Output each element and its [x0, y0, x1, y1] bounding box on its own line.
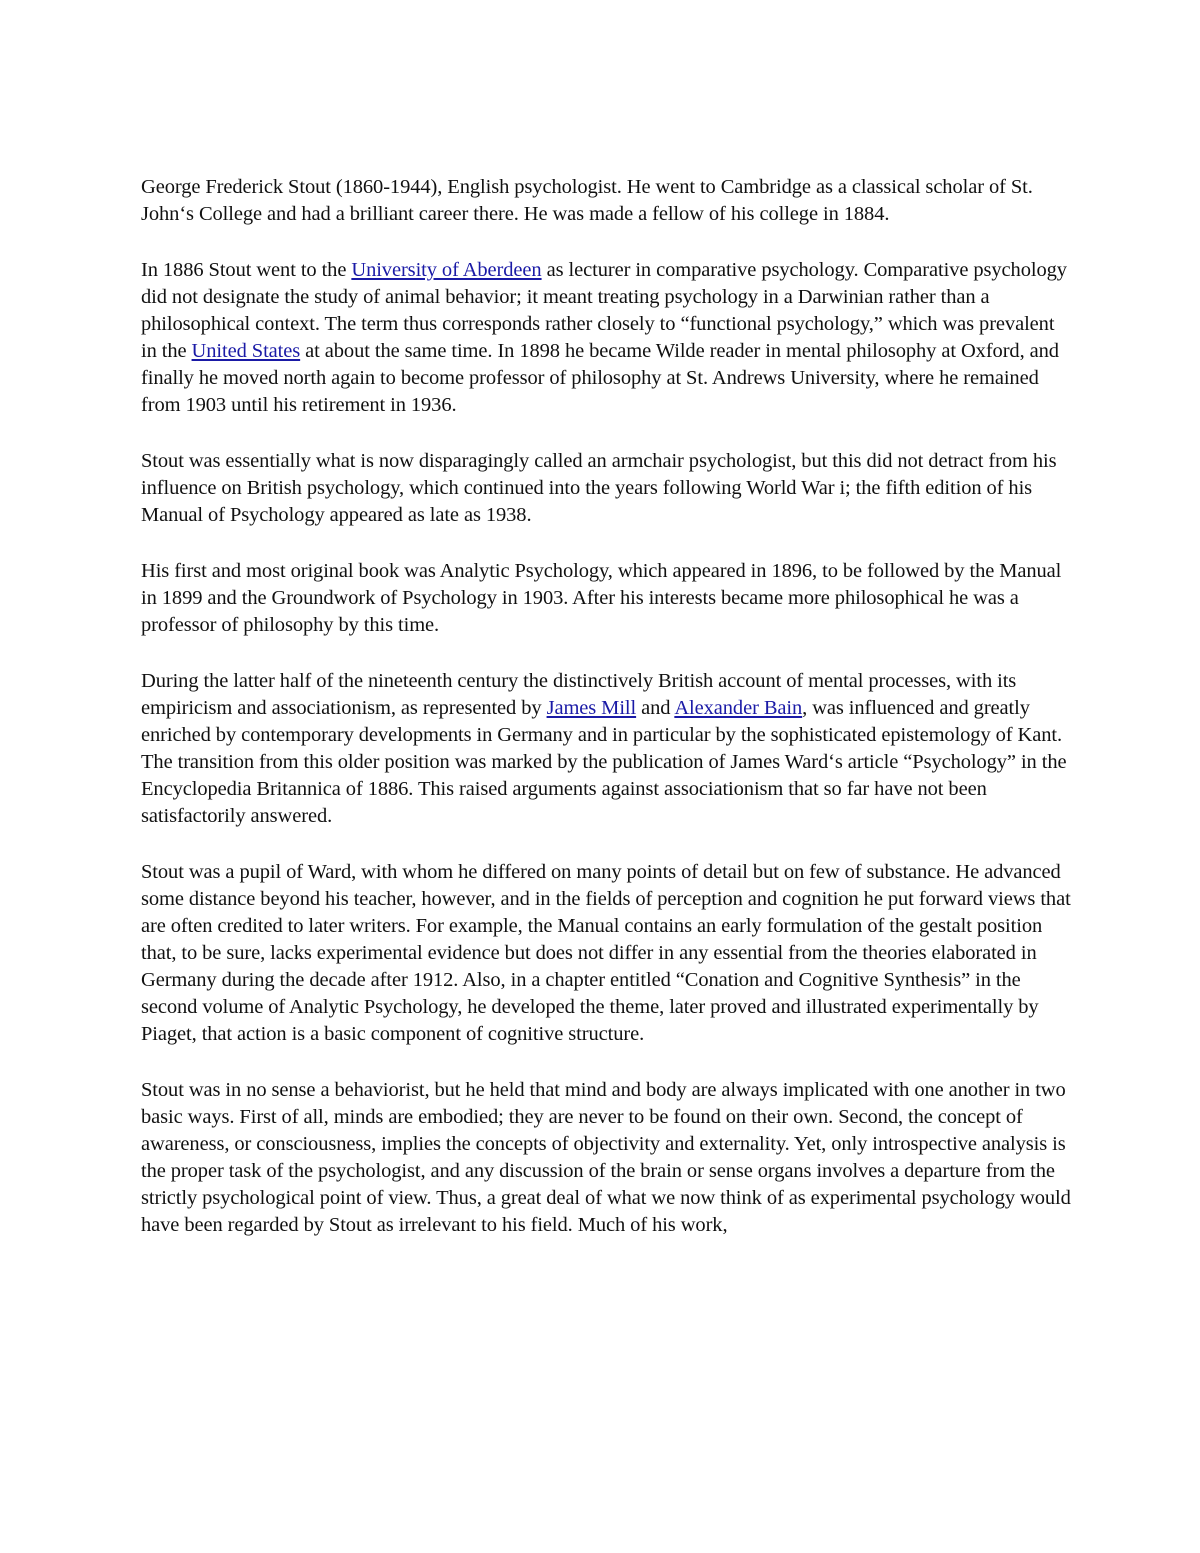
paragraph-books: [141, 558, 1071, 639]
paragraph-text: His first and most original book was Analytic Psychology, which appeared in 1896, to be followed by the Manual in 1899 and the Groundwork of Psychology in 1903. After his interests became more philosophical he was a professor of philosophy by this time.: [141, 560, 1062, 636]
paragraph-text: , was influenced and greatly enriched by contemporary developments in Germany and in particular by the sophisticated epistemology of Kant. The transition from this older position was marked by the publication of James Ward‘s article “Psychology” in the Encyclopedia Britannica of 1886. This raised arguments against associationism that so far have not been satisfactorily answered.: [141, 697, 1067, 827]
paragraph-text: During the latter half of the nineteenth century the distinctively British account of mental processes, with its empiricism and associationism, as represented by: [141, 670, 1017, 719]
link-james-mill[interactable]: James Mill: [546, 697, 637, 719]
link-alexander-bain[interactable]: Alexander Bain: [674, 697, 803, 719]
paragraph-text: Stout was in no sense a behaviorist, but he held that mind and body are always implicated with one another in two basic ways. First of all, minds are embodied; they are never to be found on their own. Second, the concept of awareness, or consciousness, implies the concepts of objectivity and externality. Yet, only introspective analysis is the proper task of the psychologist, and any discussion of the brain or sense organs involves a departure from the strictly psychological point of view. Thus, a great deal of what we now think of as experimental psychology would have been regarded by Stout as irrelevant to his field. Much of his work,: [141, 1079, 1071, 1236]
paragraph-british-account: [141, 668, 1071, 830]
paragraph-mind-body: [141, 1077, 1071, 1239]
paragraph-text: In 1886 Stout went to the: [141, 259, 352, 281]
paragraph-text: Stout was essentially what is now disparagingly called an armchair psychologist, but this did not detract from his influence on British psychology, which continued into the years following World War i; the fifth edition of his Manual of Psychology appeared as late as 1938.: [141, 450, 1057, 526]
paragraph-text: and: [636, 697, 675, 719]
paragraph-text: at about the same time. In 1898 he became Wilde reader in mental philosophy at Oxford, and finally he moved north again to become professor of philosophy at St. Andrews University, where he remained from 1903 until his retirement in 1936.: [141, 340, 1059, 416]
paragraph-intro: [141, 174, 1071, 228]
link-university-of-aberdeen[interactable]: University of Aberdeen: [351, 259, 542, 281]
document-body: [141, 174, 1071, 1268]
paragraph-career: [141, 257, 1071, 419]
paragraph-text: George Frederick Stout (1860-1944), English psychologist. He went to Cambridge as a classical scholar of St. John‘s College and had a brilliant career there. He was made a fellow of his college in 1884.: [141, 176, 1033, 225]
paragraph-text: Stout was a pupil of Ward, with whom he differed on many points of detail but on few of substance. He advanced some distance beyond his teacher, however, and in the fields of perception and cognition he put forward views that are often credited to later writers. For example, the Manual contains an early formulation of the gestalt position that, to be sure, lacks experimental evidence but does not differ in any essential from the theories elaborated in Germany during the decade after 1912. Also, in a chapter entitled “Conation and Cognitive Synthesis” in the second volume of Analytic Psychology, he developed the theme, later proved and illustrated experimentally by Piaget, that action is a basic component of cognitive structure.: [141, 861, 1071, 1045]
paragraph-armchair: [141, 448, 1071, 529]
link-united-states[interactable]: United States: [191, 340, 301, 362]
paragraph-text: as lecturer in comparative psychology. Comparative psychology did not designate the study of animal behavior; it meant treating psychology in a Darwinian rather than a philosophical context. The term thus corresponds rather closely to “functional psychology,” which was prevalent in the: [141, 259, 1067, 362]
paragraph-pupil-of-ward: [141, 859, 1071, 1048]
